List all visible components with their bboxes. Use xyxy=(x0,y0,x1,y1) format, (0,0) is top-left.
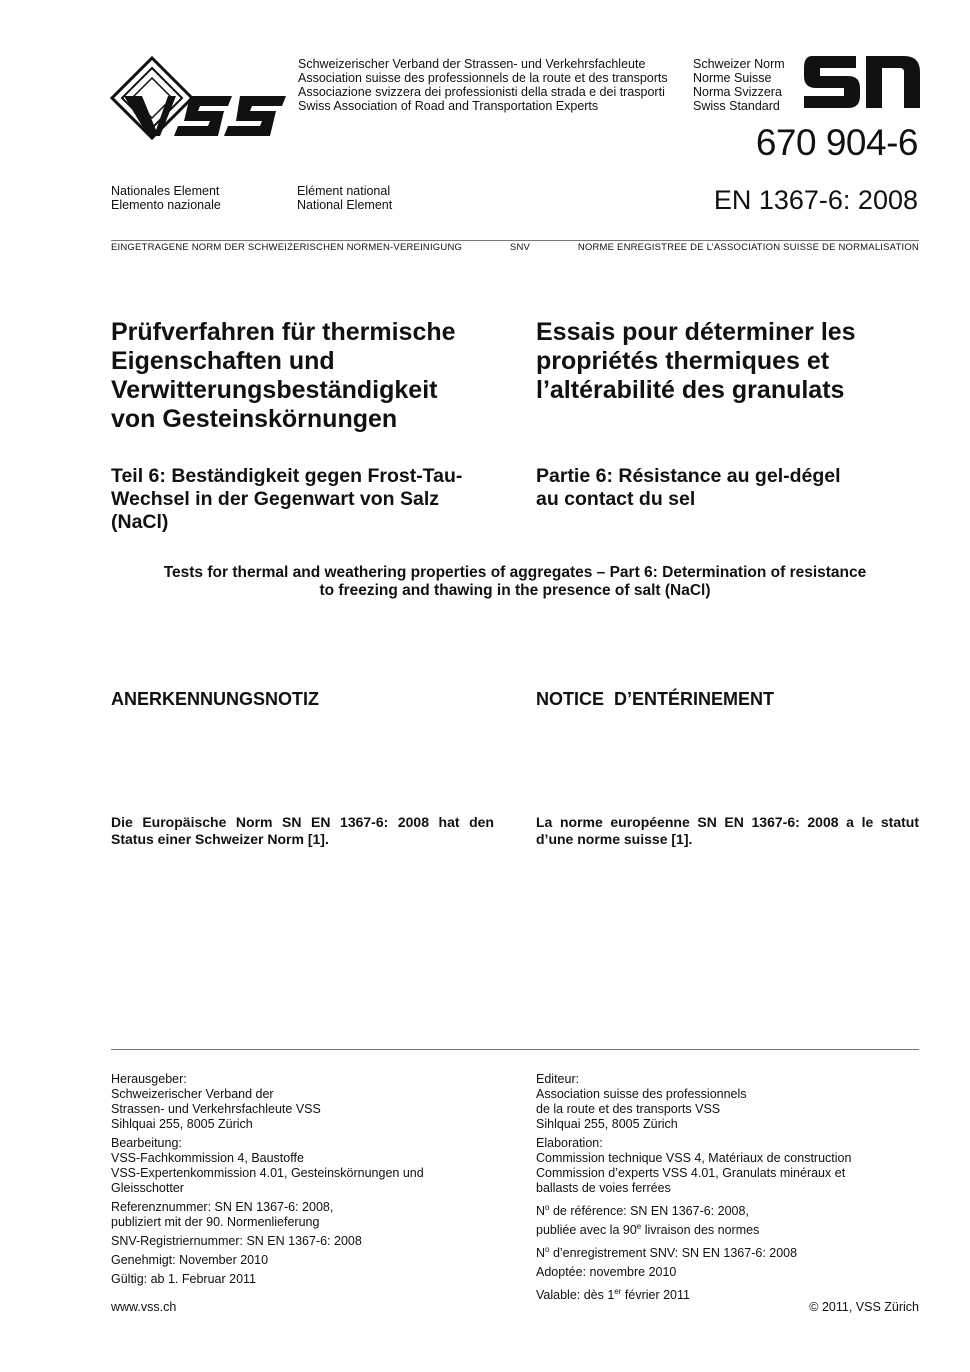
editing-line: Gleisschotter xyxy=(111,1181,184,1195)
association-name-fr: Association suisse des professionnels de la route et des transports xyxy=(298,71,668,85)
national-element-left xyxy=(111,184,221,212)
subtitle-german xyxy=(111,465,511,534)
national-element-it: Elemento nazionale xyxy=(111,198,221,212)
registration-de: EINGETRAGENE NORM DER SCHWEIZERISCHEN NORMEN-VEREINIGUNG xyxy=(111,242,463,253)
reference-delivery: livraison des normes xyxy=(641,1223,760,1238)
header-divider xyxy=(111,240,919,241)
editing-line: Commission technique VSS 4, Matériaux de construction xyxy=(536,1151,852,1165)
valid-text: février 2011 xyxy=(621,1288,690,1303)
registry-number: SNV-Registriernummer: SN EN 1367-6: 2008 xyxy=(111,1234,362,1248)
valid-sup: er xyxy=(614,1287,622,1297)
national-element-de: Nationales Element xyxy=(111,184,220,198)
title-german xyxy=(111,318,511,434)
editing-block xyxy=(536,1136,919,1196)
reference-block xyxy=(111,1200,511,1230)
status-text-german: Die Europäische Norm SN EN 1367-6: 2008 hat den Status einer Schweizer Norm [1]. xyxy=(111,814,494,847)
imprint-french xyxy=(536,1072,919,1308)
subtitle-de-line: (NaCl) xyxy=(111,511,169,533)
registry-text: d’enregistrement SNV: SN EN 1367-6: 2008 xyxy=(549,1246,798,1261)
reference-sup: o xyxy=(545,1203,550,1212)
subtitle-de-line: Teil 6: Beständigkeit gegen Frost-Tau- xyxy=(111,465,463,487)
editing-line: VSS-Expertenkommission 4.01, Gesteinskörnungen und xyxy=(111,1166,424,1180)
publisher-line: Association suisse des professionnels xyxy=(536,1087,747,1101)
publisher-line: Strassen- und Verkehrsfachleute VSS xyxy=(111,1102,321,1116)
valid-date: Gültig: ab 1. Februar 2011 xyxy=(111,1272,256,1286)
copyright-notice: © 2011, VSS Zürich xyxy=(809,1300,919,1314)
imprint-german xyxy=(111,1072,511,1291)
title-de-line: Verwitterungsbeständigkeit xyxy=(111,376,438,404)
editing-label: Bearbeitung: xyxy=(111,1136,182,1150)
subtitle-de-line: Wechsel in der Gegenwart von Salz xyxy=(111,488,439,510)
registration-snv: SNV xyxy=(509,242,531,253)
publisher-address: Sihlquai 255, 8005 Zürich xyxy=(536,1117,678,1131)
publisher-line: Schweizerischer Verband der xyxy=(111,1087,274,1101)
subtitle-fr-line: Partie 6: Résistance au gel-dégel xyxy=(536,465,841,487)
norm-type-labels xyxy=(693,57,785,113)
vss-logo xyxy=(110,56,290,140)
reference-block xyxy=(536,1200,919,1238)
notice-heading-french: NOTICE D’ENTÉRINEMENT xyxy=(536,689,775,709)
association-names xyxy=(298,57,668,113)
registration-fr: NORME ENREGISTREE DE L’ASSOCIATION SUISSE DE NORMALISATION xyxy=(577,242,919,253)
publisher-address: Sihlquai 255, 8005 Zürich xyxy=(111,1117,253,1131)
publisher-block xyxy=(536,1072,919,1132)
website-link[interactable]: www.vss.ch xyxy=(111,1300,177,1314)
registry-sup: o xyxy=(545,1245,550,1255)
title-en-line: to freezing and thawing in the presence of salt (NaCl) xyxy=(319,582,711,599)
sn-logo xyxy=(804,56,920,108)
national-element-right xyxy=(297,184,392,212)
publisher-label: Herausgeber: xyxy=(111,1072,187,1086)
title-fr-line: l’altérabilité des granulats xyxy=(536,376,845,404)
reference-number: de référence: SN EN 1367-6: 2008, xyxy=(549,1204,749,1219)
national-element-en: National Element xyxy=(297,198,393,212)
footer-divider xyxy=(111,1049,919,1050)
reference-delivery: publiziert mit der 90. Normenlieferung xyxy=(111,1215,320,1229)
norm-type-de: Schweizer Norm xyxy=(693,57,785,71)
title-french xyxy=(536,318,926,405)
registry-number xyxy=(536,1242,919,1261)
editing-line: VSS-Fachkommission 4, Baustoffe xyxy=(111,1151,304,1165)
national-element-fr: Elément national xyxy=(297,184,391,198)
reference-prefix: N xyxy=(536,1204,546,1219)
publisher-line: de la route et des transports VSS xyxy=(536,1102,721,1116)
title-de-line: Prüfverfahren für thermische xyxy=(111,318,456,346)
published-prefix: publiée avec la 90 xyxy=(536,1223,637,1238)
approved-date: Genehmigt: November 2010 xyxy=(111,1253,269,1267)
norm-type-en: Swiss Standard xyxy=(693,99,780,113)
published-sup: e xyxy=(636,1222,642,1232)
registry-prefix: N xyxy=(536,1246,546,1261)
association-name-de: Schweizerischer Verband der Strassen- und Verkehrsfachleute xyxy=(298,57,646,71)
title-fr-line: propriétés thermiques et xyxy=(536,347,830,375)
association-name-en: Swiss Association of Road and Transportation Experts xyxy=(298,99,599,113)
title-english xyxy=(111,564,919,600)
title-de-line: von Gesteinskörnungen xyxy=(111,405,398,433)
title-de-line: Eigenschaften und xyxy=(111,347,335,375)
association-name-it: Associazione svizzera dei professionisti della strada e dei trasporti xyxy=(298,85,665,99)
status-text-french: La norme européenne SN EN 1367-6: 2008 a le statut d’une norme suisse [1]. xyxy=(536,814,919,847)
norm-number: 670 904-6 xyxy=(755,122,918,163)
publisher-label: Editeur: xyxy=(536,1072,580,1086)
subtitle-french xyxy=(536,465,926,511)
subtitle-fr-line: au contact du sel xyxy=(536,488,696,510)
reference-number: Referenznummer: SN EN 1367-6: 2008, xyxy=(111,1200,334,1214)
title-fr-line: Essais pour déterminer les xyxy=(536,318,856,346)
approved-date: Adoptée: novembre 2010 xyxy=(536,1265,677,1280)
publisher-block xyxy=(111,1072,511,1132)
valid-prefix: Valable: dès 1 xyxy=(536,1288,615,1303)
norm-type-it: Norma Svizzera xyxy=(693,85,782,99)
en-standard-number: EN 1367-6: 2008 xyxy=(713,185,918,215)
editing-line: Commission d’experts VSS 4.01, Granulats minéraux et xyxy=(536,1166,846,1180)
title-en-line: Tests for thermal and weathering properties of aggregates – Part 6: Determination of resistance xyxy=(163,564,867,581)
norm-type-fr: Norme Suisse xyxy=(693,71,772,85)
editing-label: Elaboration: xyxy=(536,1136,603,1150)
registration-line xyxy=(111,242,919,253)
editing-line: ballasts de voies ferrées xyxy=(536,1181,671,1195)
notice-heading-german: ANERKENNUNGSNOTIZ xyxy=(111,689,320,709)
editing-block xyxy=(111,1136,511,1196)
